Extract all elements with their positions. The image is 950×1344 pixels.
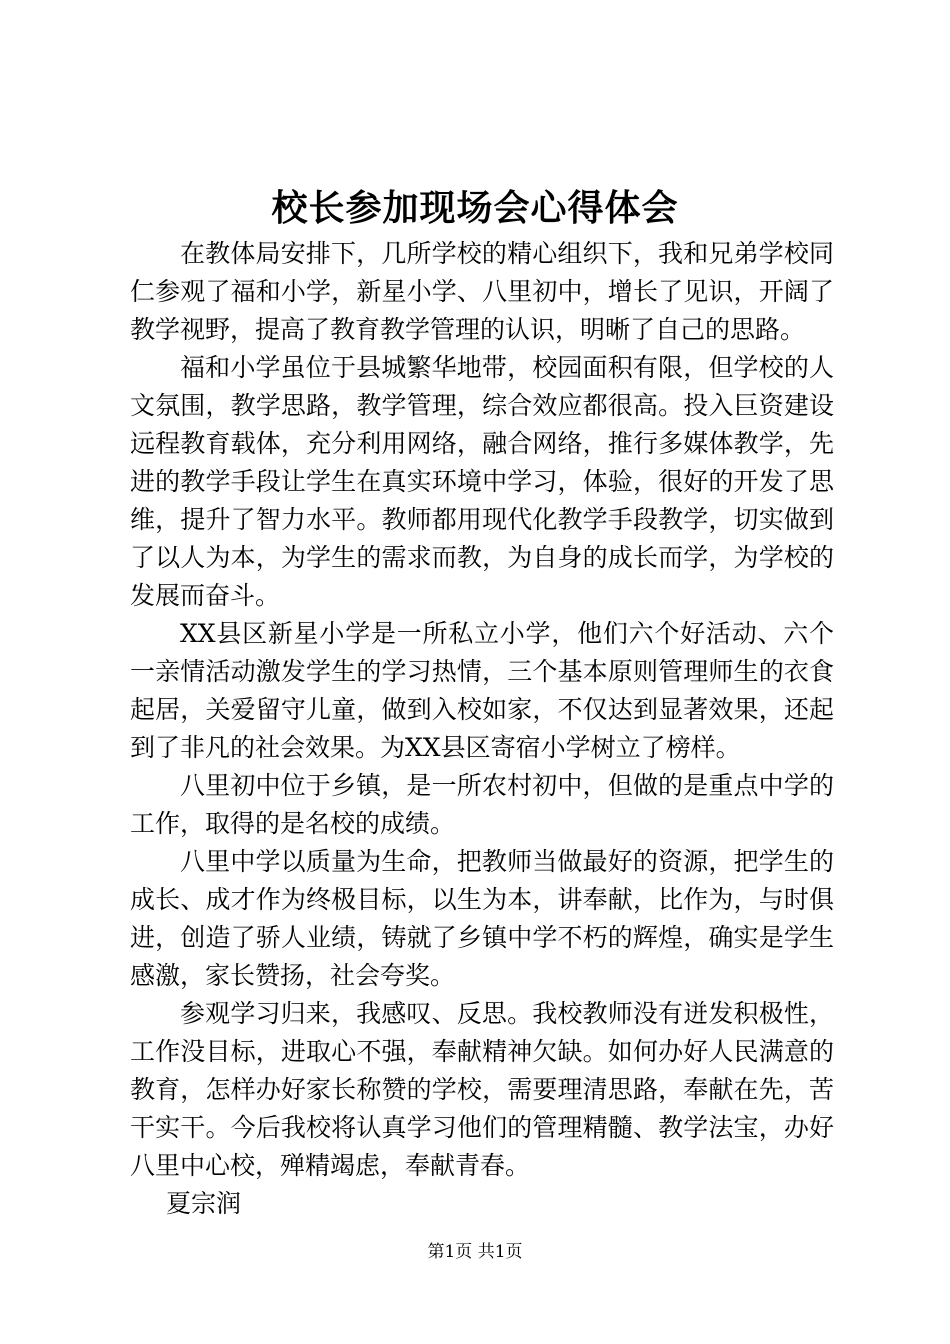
- paragraph-2: 福和小学虽位于县城繁华地带，校园面积有限，但学校的人文氛围，教学思路，教学管理，综合效应都很高。投入巨资建设远程教育载体，充分利用网络，融合网络，推行多媒体教学，先进的教学手段让学生在真实环境中学习，体验，很好的开发了思维，提升了智力水平。教师都用现代化教学手段教学，切实做到了以人为本，为学生的需求而教，为自身的成长而学，为学校的发展而奋斗。: [130, 353, 834, 610]
- paragraph-6: 参观学习归来，我感叹、反思。我校教师没有迸发积极性，工作没目标，进取心不强，奉献精神欠缺。如何办好人民满意的教育，怎样办好家长称赞的学校，需要理清思路，奉献在先，苦干实干。今后我校将认真学习他们的管理精髓、教学法宝，办好八里中心校，殚精竭虑，奉献青春。: [130, 999, 834, 1180]
- author-signature: 夏宗润: [166, 1189, 242, 1218]
- document-title: 校长参加现场会心得体会: [271, 187, 679, 229]
- paragraph-3: XX县区新星小学是一所私立小学，他们六个好活动、六个一亲情活动激发学生的学习热情，三个基本原则管理师生的衣食起居，关爱留守儿童，做到入校如家，不仅达到显著效果，还起到了非凡的社会效果。为XX县区寄宿小学树立了榜样。: [130, 619, 834, 762]
- paragraph-5: 八里中学以质量为生命，把教师当做最好的资源，把学生的成长、成才作为终极目标，以生为本，讲奉献，比作为，与时俱进，创造了骄人业绩，铸就了乡镇中学不朽的辉煌，确实是学生感激，家长赞扬，社会夸奖。: [130, 847, 834, 990]
- document-body: [130, 235, 834, 1223]
- page-footer: 第1页 共1页: [427, 1242, 523, 1262]
- paragraph-4: 八里初中位于乡镇，是一所农村初中，但做的是重点中学的工作，取得的是名校的成绩。: [130, 771, 834, 838]
- paragraph-1: 在教体局安排下，几所学校的精心组织下，我和兄弟学校同仁参观了福和小学，新星小学、八里初中，增长了见识，开阔了教学视野，提高了教育教学管理的认识，明晰了自己的思路。: [130, 239, 834, 344]
